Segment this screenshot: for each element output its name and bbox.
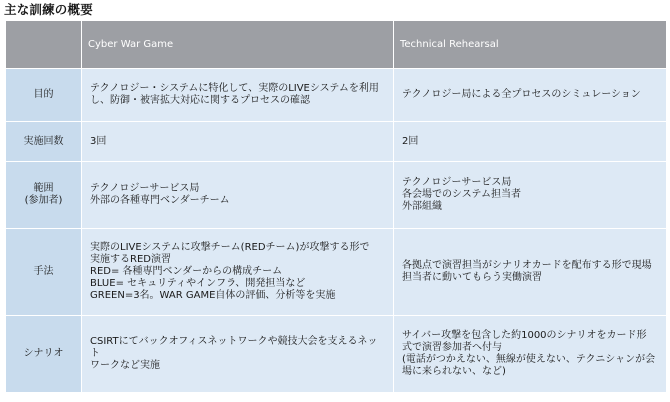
cell-count-technical-rehearsal: 2回 <box>394 122 667 162</box>
row-label-purpose: 目的 <box>6 69 82 122</box>
row-label-method: 手法 <box>6 229 82 316</box>
header-corner-cell <box>6 21 82 69</box>
cell-purpose-cyber-war-game: テクノロジー・システムに特化して、実際のLIVEシステムを利用 し、防御・被害拡大対応に関するプロセスの確認 <box>82 69 394 122</box>
table-row-scenario <box>6 316 667 393</box>
header-cyber-war-game: Cyber War Game <box>82 21 394 69</box>
header-technical-rehearsal: Technical Rehearsal <box>394 21 667 69</box>
table-header-row <box>6 21 667 69</box>
cell-method-cyber-war-game: 実際のLIVEシステムに攻撃チーム(REDチーム)が攻撃する形で 実施するRED演習 RED= 各種専門ベンダーからの構成チーム BLUE= セキュリティやインフラ、開発担当など GREEN=3名。WAR GAME自体の評価、分析等を実施 <box>82 229 394 316</box>
row-label-scope: 範囲 (参加者) <box>6 162 82 229</box>
cell-purpose-technical-rehearsal: テクノロジー局による全プロセスのシミュレーション <box>394 69 667 122</box>
page-title: 主な訓練の概要 <box>4 2 93 17</box>
table-row-count <box>6 122 667 162</box>
table-row-method <box>6 229 667 316</box>
cell-method-technical-rehearsal: 各拠点で演習担当がシナリオカードを配布する形で現場 担当者に動いてもらう実働演習 <box>394 229 667 316</box>
cell-scenario-cyber-war-game: CSIRTにてバックオフィスネットワークや競技大会を支えるネット ワークなど実施 <box>82 316 394 393</box>
table-row-scope <box>6 162 667 229</box>
overview-table <box>5 20 667 393</box>
cell-scope-technical-rehearsal: テクノロジーサービス局 各会場でのシステム担当者 外部組織 <box>394 162 667 229</box>
row-label-scenario: シナリオ <box>6 316 82 393</box>
cell-scenario-technical-rehearsal: サイバー攻撃を包含した約1000のシナリオをカード形 式で演習参加者へ付与 (電話がつかえない、無線が使えない、テクニシャンが会 場に来られない、など) <box>394 316 667 393</box>
table-row-purpose <box>6 69 667 122</box>
cell-scope-cyber-war-game: テクノロジーサービス局 外部の各種専門ベンダーチーム <box>82 162 394 229</box>
row-label-count: 実施回数 <box>6 122 82 162</box>
cell-count-cyber-war-game: 3回 <box>82 122 394 162</box>
